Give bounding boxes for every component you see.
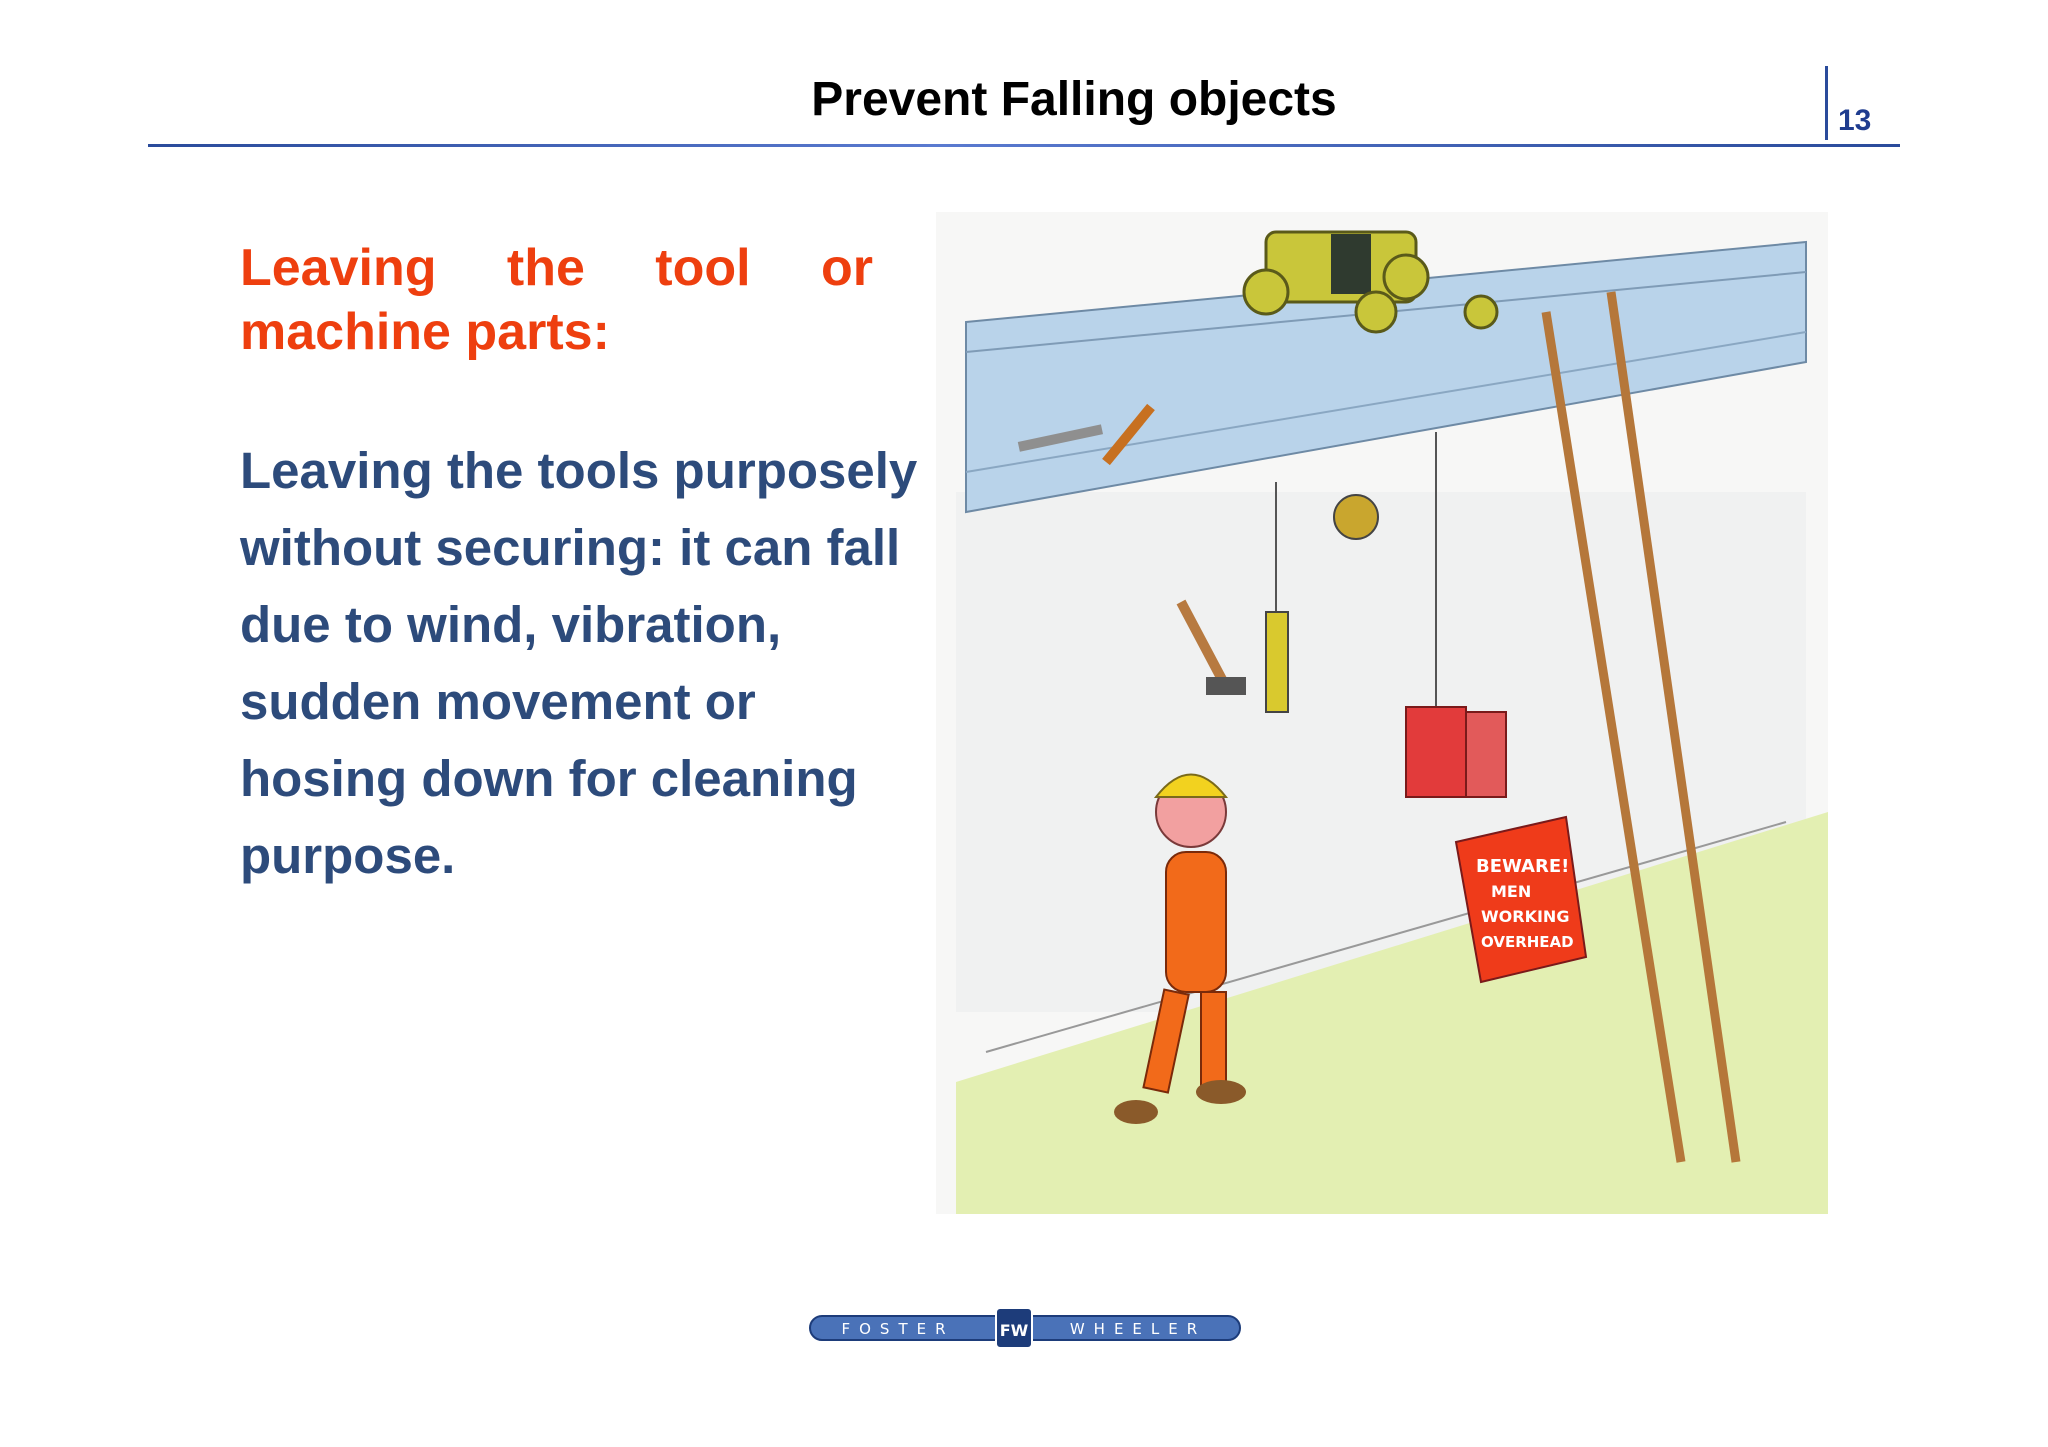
subheading: Leaving the tool or machine parts: [240,239,873,361]
page-number: 13 [1838,104,1872,137]
electrical-box-icon [1406,707,1506,797]
hoist-icon [1334,495,1378,539]
sign-line-4: OVERHEAD [1481,933,1574,951]
logo-text-wheeler: WHEELER [1069,1320,1207,1338]
body-paragraph: Leaving the tools purposely without securing: it can fall due to wind, vibration, sudden movement or hosing down for cleaning purpose. [240,442,918,884]
title-underline [148,144,1900,147]
slide-title: Prevent Falling objects [811,73,1337,126]
sign-line-2: MEN [1491,882,1532,901]
sign-line-3: WORKING [1481,907,1570,926]
page-number-divider [1825,66,1828,140]
sign-line-1: BEWARE! [1476,856,1570,877]
logo-monogram: FW [999,1321,1029,1340]
foster-wheeler-logo [808,1306,1242,1350]
falling-objects-illustration [936,212,1828,1214]
pendant-control [1266,612,1288,712]
logo-text-foster: FOSTER [841,1320,955,1338]
